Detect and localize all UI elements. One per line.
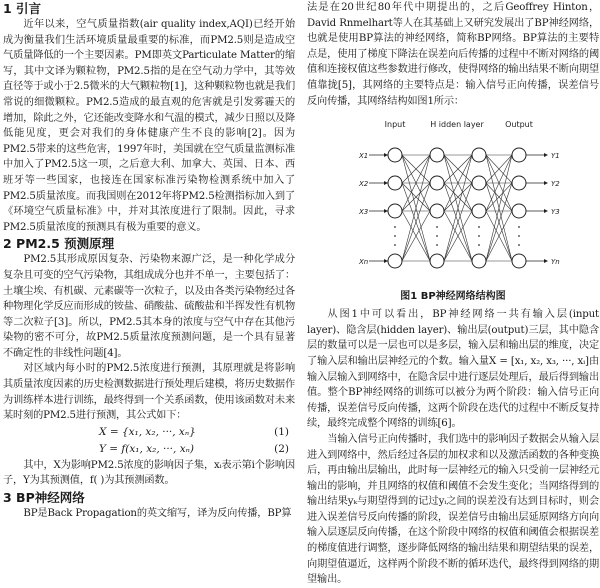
equation-2-body: Y = f(x₁, x₂, ···, xₙ) (99, 442, 194, 455)
input-neuron (388, 254, 402, 268)
principle-paragraph-1: PM2.5其形成原因复杂、污染物来源广泛，是一种化学成分复杂且可变的空气污染物，其组成成分也并不单一，主要包括了：土壤尘埃、有机碳、元素碳等一次粒子，以及由各类污染物经过各种物理化学反应而形成的铵盐、硝酸盐、硫酸盐和半挥发性有机物等二次粒子[3]。所以，PM2.5其本身的浓度与空气中存在其他污染物的密不可分，故PM2.5质量浓度预测问题，是一个具有显著不确定性的非线性问题[4]。 (3, 254, 295, 359)
section-heading-principle: 2 PM2.5 预测原理 (3, 236, 115, 252)
hidden-neuron (430, 176, 444, 190)
arrow-head (544, 209, 548, 213)
figure-caption: 图1 BP神经网络结构图 (400, 291, 506, 303)
output-label: Y1 (551, 152, 560, 161)
output-neuron (512, 254, 526, 268)
ellipsis-dot (478, 235, 480, 237)
figure-discussion-paragraph: 从图1中可以看出，BP神经网络一共有输入层(input layer)、隐含层(hidden layer)、输出层(output)三层，其中隐含层的数量可以是一层也可以是多层，输入层和输出层的维度，决定了输入层和输出层神经元的个数。输入量X = [x₁, x₂, x₃, ···, xᵢ]由输入层输入到网络中，在隐含层中进行逐层处理后，最后得到输出值。整个BP神经网络的训练可以被分为两个阶段：输入信号正向传播，误差信号反向传播，这两个阶段在迭代的过程中不断反复持续，最终完成整个网络的训练[6]。 (307, 309, 599, 430)
section-heading-bp: 3 BP神经网络 (3, 490, 85, 506)
arrow-head (384, 209, 388, 213)
network-nodes (388, 148, 526, 268)
output-neuron (512, 204, 526, 218)
ellipsis-dot (478, 244, 480, 246)
hidden-neuron (430, 148, 444, 162)
hidden-neuron (472, 254, 486, 268)
arrow-head (544, 259, 548, 263)
left-column (3, 0, 295, 522)
ellipsis-dot (394, 244, 396, 246)
input-label: X1 (359, 152, 369, 161)
figure-label-hidden: H idden layer (430, 120, 484, 130)
input-neuron (388, 204, 402, 218)
arrow-head (384, 259, 388, 263)
arrow-head (384, 153, 388, 157)
figure-label-input: Input (384, 120, 406, 130)
input-neuron (388, 176, 402, 190)
ellipsis-dot (518, 244, 520, 246)
bp-continued-paragraph: 法是在20世纪80年代中期提出的，之后Geoffrey Hinton，David Rnmelhart等人在其基础上又研究发展出了BP神经网络，也就是使用BP算法的神经网络，简称BP网络。BP算法的主要特点是，使用了梯度下降法在误差向后传播的过程中不断对网络的阈值和连接权值这些参数进行修改，使得网络的输出结果不断向期望值靠拢[5]，其网络的主要特点是：输入信号正向传播，误差信号反向传播，其网络结构如图1所示： (307, 2, 599, 107)
input-label: X3 (359, 208, 369, 217)
section-heading-intro: 1 引言 (3, 1, 42, 16)
ellipsis-dot (518, 226, 520, 228)
right-column (307, 0, 599, 588)
equation-2 (3, 441, 295, 458)
hidden-neuron (472, 148, 486, 162)
equation-explanation: 其中，X为影响PM2.5浓度的影响因子集，xᵢ表示第i个影响因子，Y为其预测值，f( )为其预测函数。 (3, 459, 295, 487)
arrow-head (544, 153, 548, 157)
ellipsis-dot (518, 235, 520, 237)
ellipsis-dot (436, 235, 438, 237)
arrow-head (384, 181, 388, 185)
input-label: X2 (359, 180, 369, 189)
figure-label-output: Output (505, 120, 533, 130)
ellipsis-dot (436, 244, 438, 246)
ellipsis-dot (478, 226, 480, 228)
hidden-neuron (430, 254, 444, 268)
ellipsis-dot (436, 226, 438, 228)
equation-1 (3, 424, 295, 441)
network-edges (402, 155, 512, 261)
bp-paragraph: BP是Back Propagation的英文缩写，译为反向传播，BP算 (23, 508, 292, 520)
bp-network-figure (307, 115, 599, 283)
output-neuron (512, 148, 526, 162)
output-label: Y3 (551, 208, 560, 217)
ellipsis-dot (394, 226, 396, 228)
equation-1-body: X = {x₁, x₂, ···, xₙ} (99, 425, 196, 438)
input-label: Xn (359, 258, 369, 267)
equation-2-number: (2) (274, 442, 289, 455)
hidden-neuron (472, 176, 486, 190)
ellipsis-dot (394, 235, 396, 237)
output-label: Yn (551, 258, 560, 267)
hidden-neuron (472, 204, 486, 218)
propagation-paragraph: 当输入信号正向传播时，我们选中的影响因子数据会从输入层进入到网络中，然后经过各层的加权求和以及激活函数的各种变换后，再由输出层输出，此时每一层神经元的输入只受前一层神经元输出的影响，并且网络的权值和阈值不会发生变化；当网络得到的输出结果yₖ与期望得到的记过yᵢ之间的误差没有达到目标时，则会进入误差信号反向传播的阶段，误差信号由输出层延原网络方向向输入层逐层反向传播，在这个阶段中网络的权值和阈值会根据误差的梯度值进行调整，逐步降低网络的输出结果和期望结果的误差，向期望值逼近，这样两个阶段不断的循环迭代，最终得到网络的期望输出。 (307, 433, 599, 586)
equation-1-number: (1) (274, 425, 289, 438)
intro-paragraph: 近年以来，空气质量指数(air quality index,AQI)已经开始成为衡量我们生活环境质量最重要的标准，而PM2.5则是造成空气质量降低的一个主要因素。PM即英文Particulate Matter的缩写，其中文译为颗粒物，PM2.5指的是在空气动力学中，其等效直径等于或小于2.5微米的大气颗粒物[1]，这种颗粒物也就是我们常说的细微颗粒。PM2.5造成的最直观的危害就是引发雾霾天的增加，除此之外，它还能改变降水和气温的模式，减少日照以及降低能见度，更会对我们的身体健康产生不良的影响[2]。因为PM2.5带来的这些危害，1997年时，美国就在空气质量监测标准中加入了PM2.5这一项，之后意大利、加拿大、英国、日本、西班牙等一些国家，也接连在国家标准污染物检测系统中加入了PM2.5质量浓度。而我国则在2012年将PM2.5检测指标加入到了《环境空气质量标准》中，并对其浓度进行了限制。因此，寻求PM2.5质量浓度的预测具有极为重要的意义。 (3, 19, 295, 233)
input-neuron (388, 148, 402, 162)
arrow-head (544, 181, 548, 185)
hidden-neuron (430, 204, 444, 218)
principle-paragraph-2: 对区域内每小时的PM2.5浓度进行预测，其原理就是将影响其质量浓度因素的历史检测数据进行预处理后建模，将历史数据作为训练样本进行训练，最终得到一个关系函数，使用该函数对未来某时刻的PM2.5进行预测，其公式如下： (3, 363, 295, 422)
output-neuron (512, 176, 526, 190)
output-label: Y2 (551, 180, 560, 189)
